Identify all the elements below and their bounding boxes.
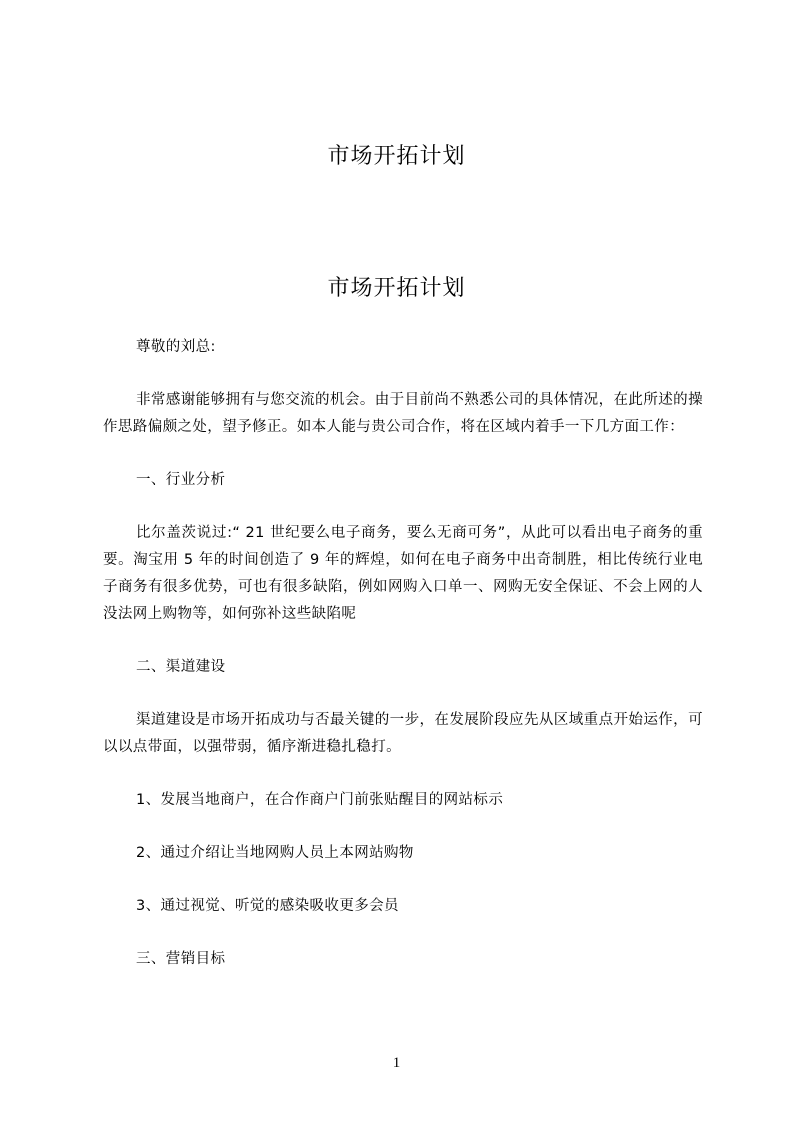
document-title-main: 市场开拓计划 [327, 276, 466, 301]
section-heading-industry-analysis: 一、行业分析 [136, 472, 226, 488]
page-number: 1 [392, 1055, 401, 1071]
document-body [103, 334, 703, 973]
intro-paragraph: 非常感谢能够拥有与您交流的机会。由于目前尚不熟悉公司的具体情况，在此所述的操作思路偏颇之处，望予修正。如本人能与贵公司合作，将在区域内着手一下几方面工作： [103, 392, 703, 435]
industry-analysis-paragraph: 比尔盖茨说过:“ 21 世纪要么电子商务，要么无商可务”，从此可以看出电子商务的重要。淘宝用 5 年的时间创造了 9 年的辉煌，如何在电子商务中出奇制胜，相比传统行业电子商务有很多优势，可也有很多缺陷，例如网购入口单一、网购无安全保证、不会上网的人没法网上购物等，如何弥补这些缺陷呢 [103, 525, 703, 622]
section-heading-channel-building: 二、渠道建设 [136, 659, 226, 675]
channel-building-paragraph: 渠道建设是市场开拓成功与否最关键的一步，在发展阶段应先从区域重点开始运作，可以以点带面，以强带弱，循序渐进稳扎稳打。 [103, 712, 703, 755]
list-item: 2、通过介绍让当地网购人员上本网站购物 [136, 845, 414, 861]
section-heading-marketing-goals: 三、营销目标 [136, 951, 226, 967]
document-title-top: 市场开拓计划 [327, 144, 466, 169]
list-item: 3、通过视觉、听觉的感染吸收更多会员 [136, 898, 399, 914]
salutation: 尊敬的刘总: [136, 339, 216, 355]
list-item: 1、发展当地商户，在合作商户门前张贴醒目的网站标示 [136, 792, 504, 808]
